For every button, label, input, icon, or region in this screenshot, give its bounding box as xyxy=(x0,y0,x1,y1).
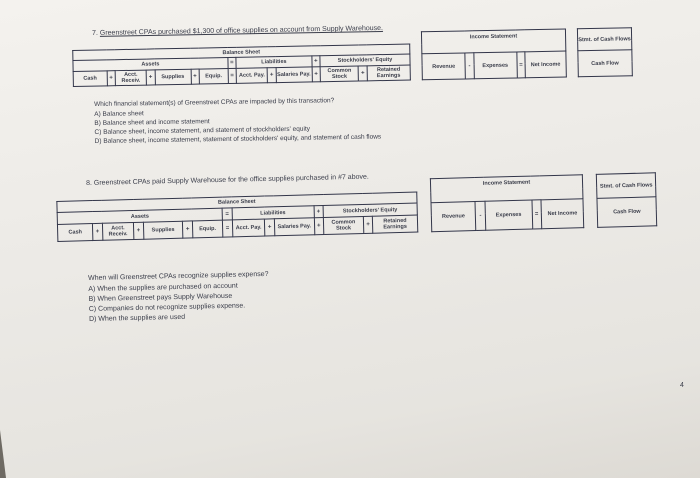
cash-flow-header: Cash Flow xyxy=(597,197,656,228)
plus-operator: + xyxy=(107,71,116,86)
salaries-pay-header: Salaries Pay. xyxy=(274,218,314,236)
plus-operator: + xyxy=(359,66,368,81)
cash-header: Cash xyxy=(57,224,93,242)
answer-option-a: A) When the supplies are purchased on account xyxy=(88,282,238,293)
supplies-header: Supplies xyxy=(143,221,183,239)
retained-earnings-header: Retained Earnings xyxy=(373,215,418,233)
acct-receiv-header: Acct. Receiv. xyxy=(102,222,134,240)
retained-earnings-header: Retained Earnings xyxy=(367,65,410,81)
equip-header: Equip. xyxy=(192,220,223,238)
acct-receiv-header: Acct. Receiv. xyxy=(115,70,146,86)
equals-operator: = xyxy=(228,57,237,68)
problem-7-worksheet-table xyxy=(72,24,633,87)
problem-7-number: 7. xyxy=(92,29,98,37)
plus-operator: + xyxy=(312,56,321,67)
problem-7-question xyxy=(94,95,381,145)
equals-operator: = xyxy=(532,200,542,229)
question-stem: When will Greenstreet CPAs recognize supplies expense? xyxy=(88,270,269,282)
revenue-header: Revenue xyxy=(431,202,476,232)
plus-operator: + xyxy=(93,223,103,240)
income-statement-header: Income Statement xyxy=(430,175,583,192)
expenses-header: Expenses xyxy=(473,52,517,79)
plus-operator: + xyxy=(314,218,324,235)
equip-header: Equip. xyxy=(199,69,228,85)
plus-operator: + xyxy=(183,221,193,238)
salaries-pay-header: Salaries Pay. xyxy=(276,67,312,83)
acct-pay-header: Acct. Pay. xyxy=(232,219,265,237)
supplies-header: Supplies xyxy=(155,69,191,85)
minus-operator: - xyxy=(475,201,485,230)
answer-option-c: C) Companies do not recognize supplies expense. xyxy=(88,302,246,313)
net-income-header: Net Income xyxy=(541,199,584,229)
plus-operator: + xyxy=(134,222,144,239)
plus-operator: + xyxy=(265,219,275,236)
plus-operator: + xyxy=(146,70,155,85)
problem-8-text: Greenstreet CPAs paid Supply Warehouse for the office supplies purchased in #7 above. xyxy=(93,173,369,187)
equals-operator: = xyxy=(223,220,233,237)
answer-option-d: D) Balance sheet, income statement, statement of stockholders' equity, and statement of cash flows xyxy=(94,133,382,145)
cash-header: Cash xyxy=(73,71,107,87)
expenses-header: Expenses xyxy=(485,200,533,230)
balance-sheet-header: Balance Sheet xyxy=(57,192,417,212)
problem-8-number: 8. xyxy=(86,179,93,187)
problem-8-question xyxy=(88,270,270,325)
plus-operator: + xyxy=(314,206,324,218)
stockholders-equity-header: Stockholders' Equity xyxy=(323,203,417,217)
stockholders-equity-header: Stockholders' Equity xyxy=(320,54,410,67)
answer-option-a: A) Balance sheet xyxy=(94,110,144,118)
minus-operator: - xyxy=(465,53,474,79)
acct-pay-header: Acct. Pay. xyxy=(236,68,267,84)
cash-flows-header: Stmt. of Cash Flows xyxy=(577,28,632,51)
assets-header: Assets xyxy=(73,58,228,72)
answer-option-b: B) Balance sheet and income statement xyxy=(94,118,210,127)
answer-option-c: C) Balance sheet, income statement, and statement of stockholders' equity xyxy=(94,125,311,136)
common-stock-header: Common Stock xyxy=(320,66,359,82)
plus-operator: + xyxy=(312,67,321,82)
assets-header: Assets xyxy=(57,208,222,224)
answer-option-d: D) When the supplies are used xyxy=(88,313,186,323)
page-number: 4 xyxy=(680,382,684,389)
income-statement-header: Income Statement xyxy=(421,29,565,44)
question-stem: Which financial statement(s) of Greenstreet CPAs are impacted by this transaction? xyxy=(94,97,335,108)
revenue-header: Revenue xyxy=(422,53,466,80)
problem-7-text: Greenstreet CPAs purchased $1,300 of office supplies on account from Supply Warehouse. xyxy=(99,24,384,37)
equals-operator: = xyxy=(517,52,526,78)
balance-sheet-header: Balance Sheet xyxy=(73,44,410,60)
common-stock-header: Common Stock xyxy=(323,216,363,234)
equals-operator: = xyxy=(228,68,237,83)
cash-flows-header: Stmt. of Cash Flows xyxy=(597,173,656,199)
liabilities-header: Liabilities xyxy=(236,56,312,68)
equals-operator: = xyxy=(222,208,232,220)
plus-operator: + xyxy=(191,69,200,84)
cash-flow-header: Cash Flow xyxy=(578,50,633,77)
plus-operator: + xyxy=(267,68,276,83)
answer-option-b: B) When Greenstreet pays Supply Warehouse xyxy=(88,292,233,303)
net-income-header: Net Income xyxy=(525,51,566,78)
liabilities-header: Liabilities xyxy=(232,206,314,220)
plus-operator: + xyxy=(363,216,373,233)
